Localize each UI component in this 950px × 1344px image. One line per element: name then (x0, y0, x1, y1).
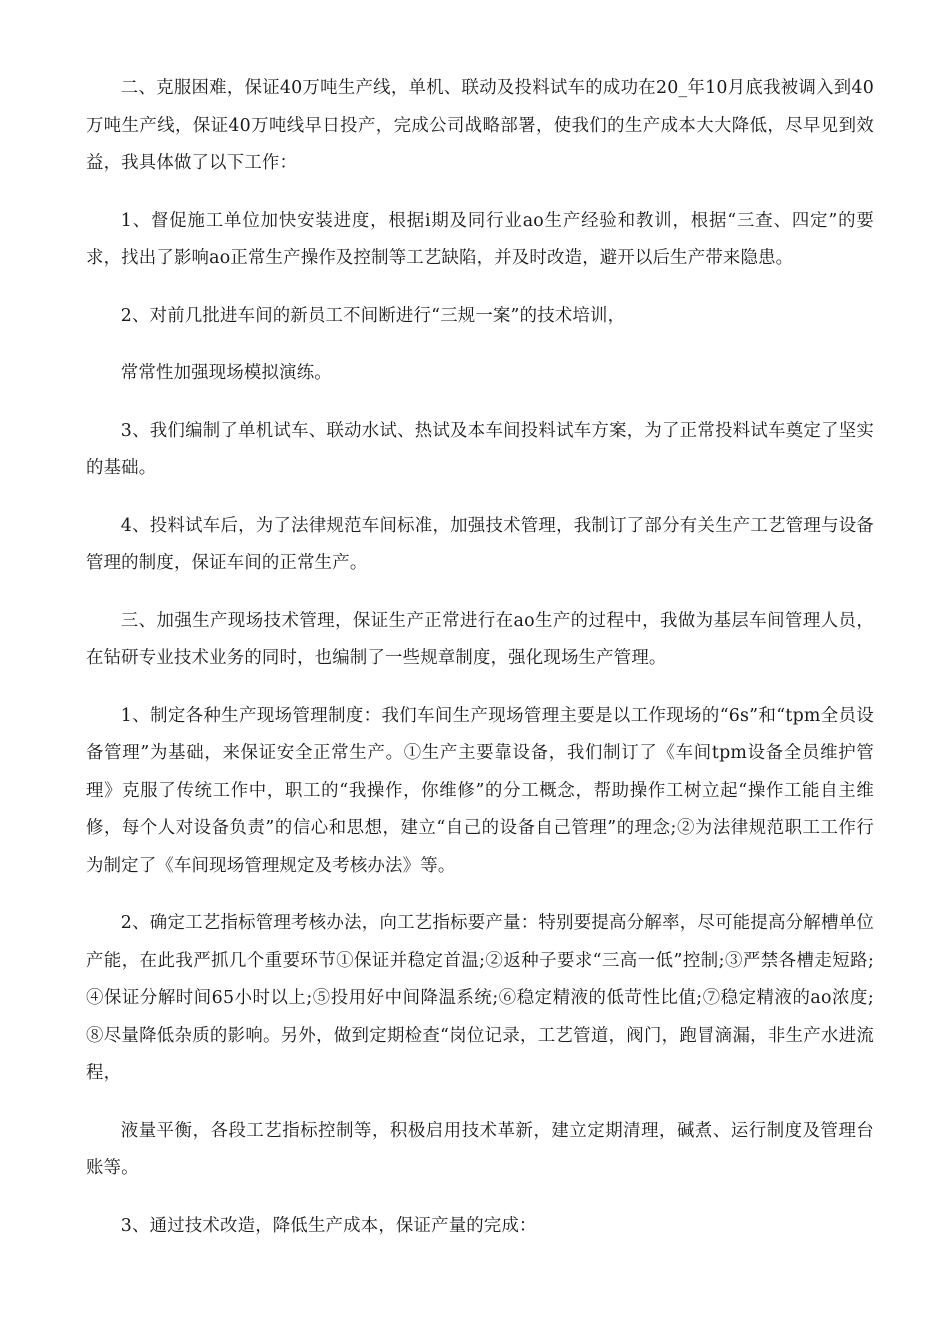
paragraph-item-3: 3、我们编制了单机试车、联动水试、热试及本车间投料试车方案，为了正常投料试车奠定了坚实的基础。 (86, 420, 874, 478)
paragraph-process-indicators: 2、确定工艺指标管理考核办法，向工艺指标要产量：特别要提高分解率，尽可能提高分解槽单位产能，在此我严抓几个重要环节①保证并稳定首温;②返种子要求“三高一低”控制;③严禁各槽走短路;④保证分解时间65小时以上;⑤投用好中间降温系统;⑥稳定精液的低苛性比值;⑦稳定精液的ao浓度;⑧尽量降低杂质的影响。另外，做到定期检查“岗位记录，工艺管道，阀门，跑冒滴漏，非生产水进流程， (86, 913, 874, 1083)
paragraph-item-1: 1、督促施工单位加快安装进度，根据i期及同行业ao生产经验和教训，根据“三查、四定”的要求，找出了影响ao正常生产操作及控制等工艺缺陷，并及时改造，避开以后生产带来隐患。 (86, 210, 874, 268)
paragraph-process-indicators-continued: 液量平衡，各段工艺指标控制等，积极启用技术革新，建立定期清理，碱煮、运行制度及管理台账等。 (86, 1120, 874, 1178)
paragraph-item-2-continued: 常常性加强现场模拟演练。 (120, 363, 332, 383)
paragraph-item-4: 4、投料试车后，为了法律规范车间标准，加强技术管理，我制订了部分有关生产工艺管理与设备管理的制度，保证车间的正常生产。 (86, 515, 874, 573)
paragraph-section-two-heading: 二、克服困难，保证40万吨生产线，单机、联动及投料试车的成功在20_年10月底我被调入到40万吨生产线，保证40万吨线早日投产，完成公司战略部署，使我们的生产成本大大降低，尽早见到效益，我具体做了以下工作： (86, 78, 874, 173)
document-page (86, 70, 874, 1265)
paragraph-technical-reform: 3、通过技术改造，降低生产成本，保证产量的完成： (120, 1215, 537, 1236)
paragraph-management-system: 1、制定各种生产现场管理制度：我们车间生产现场管理主要是以工作现场的“6s”和“tpm全员设备管理”为基础，来保证安全正常生产。①生产主要靠设备，我们制订了《车间tpm设备全员维护管理》克服了传统工作中，职工的“我操作，你维修”的分工概念，帮助操作工树立起“操作工能自主维修，每个人对设备负责”的信心和思想，建立“自己的设备自己管理”的理念;②为法律规范职工工作行为制定了《车间现场管理规定及考核办法》等。 (86, 705, 874, 876)
paragraph-section-three-heading: 三、加强生产现场技术管理，保证生产正常进行在ao生产的过程中，我做为基层车间管理人员，在钻研专业技术业务的同时，也编制了一些规章制度，强化现场生产管理。 (86, 610, 874, 668)
paragraph-item-2: 2、对前几批进车间的新员工不间断进行“三规一案”的技术培训， (120, 305, 626, 326)
